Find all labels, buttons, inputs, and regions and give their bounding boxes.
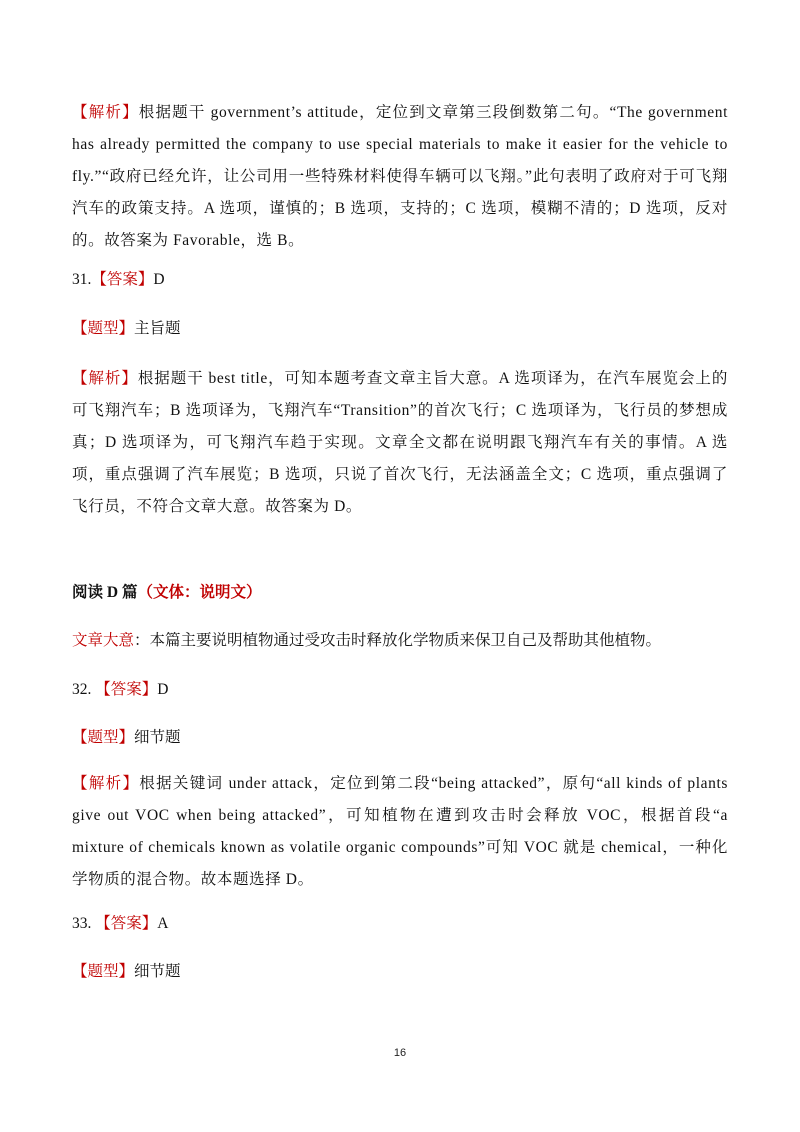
- analysis-tag: 【解析】: [72, 104, 139, 121]
- type-value: 细节题: [134, 729, 181, 746]
- analysis-text: 根据题干 government’s attitude，定位到文章第三段倒数第二句。“The government has already permitted the company to use special materials to make it easier for the vehicle to fly.”“政府已经允许，让公司用一些特殊材料使得车辆可以飞翔。”此句表明了政府对于可飞翔汽车的政策支持。A 选项，谨慎的；B 选项，支持的；C 选项，模糊不清的；D 选项，反对的。故答案为 Favorable，选 B。: [72, 104, 728, 249]
- type-tag: 【题型】: [72, 729, 135, 746]
- question-number: 32.: [72, 681, 92, 698]
- summary-text: ：本篇主要说明植物通过受攻击时释放化学物质来保卫自己及帮助其他植物。: [134, 632, 662, 649]
- q33-type-line: [72, 960, 728, 984]
- section-genre: （文体：说明文）: [137, 584, 262, 601]
- analysis-paragraph-30: [72, 97, 728, 257]
- page-number: 16: [393, 1047, 407, 1059]
- answer-value: A: [157, 915, 169, 932]
- q32-answer-line: [72, 678, 728, 702]
- summary-label: 文章大意: [72, 632, 135, 649]
- type-tag: 【题型】: [72, 963, 135, 980]
- type-value: 主旨题: [134, 320, 181, 337]
- q33-answer-line: [72, 912, 728, 936]
- analysis-tag: 【解析】: [72, 370, 138, 387]
- q31-answer-line: [72, 268, 728, 292]
- analysis-text: 根据关键词 under attack，定位到第二段“being attacked”，原句“all kinds of plants give out VOC when being attacked”，可知植物在遭到攻击时会释放 VOC，根据首段“a mixture of chemicals known as volatile organic compounds”可知 VOC 就是 chemical，一种化学物质的混合物。故本题选择 D。: [72, 775, 728, 888]
- answer-tag: 【答案】: [95, 915, 158, 932]
- type-value: 细节题: [134, 963, 181, 980]
- answer-tag: 【答案】: [91, 271, 154, 288]
- section-d-summary: [72, 629, 728, 653]
- question-number: 33.: [72, 915, 92, 932]
- q31-analysis-paragraph: [72, 363, 728, 523]
- section-title: 阅读 D 篇: [72, 584, 138, 601]
- answer-tag: 【答案】: [95, 681, 158, 698]
- analysis-text: 根据题干 best title，可知本题考查文章主旨大意。A 选项译为，在汽车展览会上的可飞翔汽车；B 选项译为，飞翔汽车“Transition”的首次飞行；C 选项译为，飞行员的梦想成真；D 选项译为，可飞翔汽车趋于实现。文章全文都在说明跟飞翔汽车有关的事情。A 选项，重点强调了汽车展览；B 选项，只说了首次飞行，无法涵盖全文；C 选项，重点强调了飞行员，不符合文章大意。故答案为 D。: [72, 370, 728, 515]
- question-number: 31.: [72, 271, 92, 288]
- answer-value: D: [153, 271, 165, 288]
- type-tag: 【题型】: [72, 320, 135, 337]
- section-d-heading: [72, 581, 728, 605]
- analysis-tag: 【解析】: [72, 775, 140, 792]
- q31-type-line: [72, 317, 728, 341]
- q32-type-line: [72, 726, 728, 750]
- answer-value: D: [157, 681, 169, 698]
- q32-analysis-paragraph: [72, 768, 728, 896]
